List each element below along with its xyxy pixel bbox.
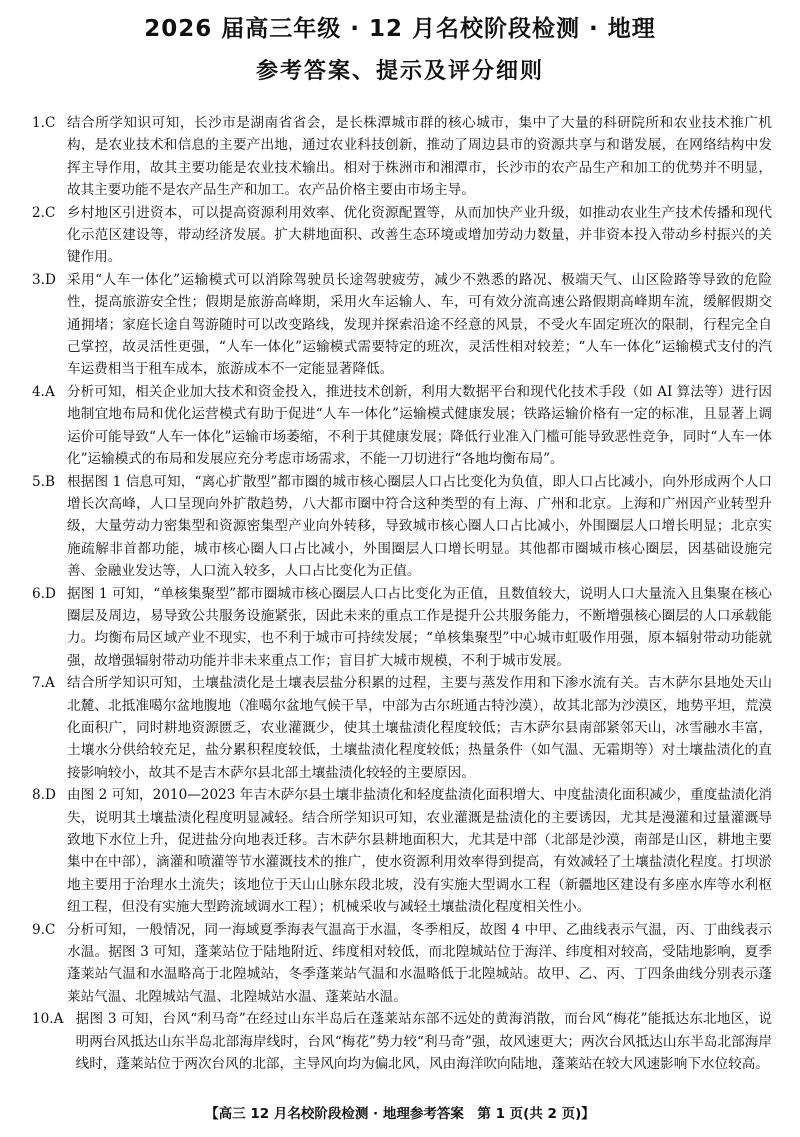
answer-choice: A xyxy=(44,675,55,692)
page-title: 2026 届高三年级 · 12 月名校阶段检测 · 地理 xyxy=(144,16,656,42)
answer-item-3 xyxy=(32,269,772,381)
answer-item-10 xyxy=(32,1008,772,1075)
answer-item-9 xyxy=(32,919,772,1009)
answer-explanation: 据图 1 可知，“单核集聚型”都市圈城市核心圈层人口占比变化为正值，且数值较大，说明人口大量流入且集聚在核心圈层及周边，易导致公共服务设施紧张，因此未来的重点工作是提升公共服务能力，不断增强核心圈层的人口承载能力。均衡布局区域产业不现实，也不利于城市可持续发展；“单核集聚型”中心城市虹吸作用强，原本辐射带动功能就强，故增强辐射带动功能并非未来重点工作；盲目扩大城市规模，不利于城市发展。 xyxy=(66,585,772,669)
page-footer: 【高三 12 月名校阶段检测 · 地理参考答案 第 1 页(共 2 页)】 xyxy=(205,1106,595,1122)
question-number: 1. xyxy=(32,115,45,131)
answer-choice: D xyxy=(44,271,56,288)
answer-choice: A xyxy=(53,1011,64,1028)
answer-item-1 xyxy=(32,112,772,202)
question-number: 2. xyxy=(32,204,45,221)
answer-explanation: 分析可知，相关企业加大技术和资金投入，推进技术创新，利用大数据平台和现代化技术手段（如 AI 算法等）进行因地制宜地布局和优化运营模式有助于促进“人车一体化”运输模式健康发展；铁路运输价格有一定的标准，且显著上调运价可能导致“人车一体化”运输市场萎缩，不利于其健康发展；降低行业准入门槛可能导致恶性竞争，同时“人车一体化”运输模式的布局和发展应充分考虑市场需求，不能一刀切进行“各地均衡布局”。 xyxy=(66,383,772,468)
answer-choice: D xyxy=(44,787,56,804)
answer-explanation: 由图 2 可知，2010—2023 年吉木萨尔县土壤非盐渍化和轻度盐渍化面积增大、中度盐渍化面积减少，重度盐渍化消失，说明其土壤盐渍化程度明显减轻。结合所学知识可知，农业灌溉是盐渍化的主要诱因，尤其是漫灌和过量灌溉导致地下水位上升，促进盐分向地表迁移。吉木萨尔县耕地面积大，尤其是中部（北部是沙漠，南部是山区，耕地主要集中在中部），滴灌和喷灌等节水灌溉技术的推广，使水资源利用效率得到提高，有效减轻了土壤盐渍化程度。打坝淤地主要用于治理水土流失；该地位于天山山脉东段北坡，没有实施大型调水工程（新疆地区建设有多座水库等水利枢纽工程，但没有实施大型跨流域调水工程）；机械采收与减轻土壤盐渍化程度相关性小。 xyxy=(66,787,772,916)
answer-choice: C xyxy=(44,115,56,131)
answer-explanation: 采用“人车一体化”运输模式可以消除驾驶员长途驾驶疲劳，减少不熟悉的路况、极端天气、山区险路等导致的危险性，提高旅游安全性；假期是旅游高峰期，采用火车运输人、车，可有效分流高速公路假期高峰期车流，缓解假期交通拥堵；家庭长途自驾游随时可以改变路线，发现并探索沿途不经意的风景，不受火车固定班次的限制，行程完全自己掌控，故灵活性更强，“人车一体化”运输模式需要特定的班次，灵活性相对较差；“人车一体化”运输模式支付的汽车运费相当于租车成本，旅游成本不一定能显著降低。 xyxy=(66,271,772,378)
answer-item-2 xyxy=(32,202,772,269)
question-number: 5. xyxy=(32,473,45,490)
answer-item-5 xyxy=(32,471,772,583)
question-number: 3. xyxy=(32,271,45,288)
question-number: 4. xyxy=(32,383,45,400)
question-number: 8. xyxy=(32,787,45,804)
page-subtitle: 参考答案、提示及评分细则 xyxy=(255,59,544,84)
answer-choice: A xyxy=(44,383,55,400)
answer-explanation: 结合所学知识可知，土壤盐渍化是土壤表层盐分积累的过程，主要与蒸发作用和下渗水流有关。吉木萨尔县地处天山北麓、北抵准噶尔盆地腹地（准噶尔盆地气候干旱，中部为古尔班通古特沙漠），故其北部为沙漠区，地势平坦，荒漠化面积广，同时耕地资源匮乏，农业灌溉少，使其土壤盐渍化程度较低；吉木萨尔县南部紧邻天山，冰雪融水丰富，土壤水分供给较充足，盐分累积程度较低，土壤盐渍化程度较低；热量条件（如气温、无霜期等）对土壤盐渍化的直接影响较小，故其不是吉木萨尔县北部土壤盐渍化较轻的主要原因。 xyxy=(66,675,772,781)
answer-choice: C xyxy=(44,921,56,938)
answer-item-6 xyxy=(32,583,772,673)
answer-item-8 xyxy=(32,784,772,918)
answer-explanation: 据图 3 可知，台风“利马奇”在经过山东半岛后在蓬莱站东部不远处的黄海消散，而台风“梅花”能抵达东北地区，说明两台风抵达山东半岛北部海岸线时，台风“梅花”势力较“利马奇”强，故风速更大；两次台风抵达山东半岛北部海岸线时，蓬莱站位于两次台风的北部，主导风向均为偏北风，风由海洋吹向陆地，蓬莱站在较大风速影响下水位较高。 xyxy=(75,1011,772,1073)
question-number: 7. xyxy=(32,675,45,692)
answer-item-7 xyxy=(32,672,772,784)
answer-explanation: 根据图 1 信息可知，“离心扩散型”都市圈的城市核心圈层人口占比变化为负值，即人口占比减小，向外形成两个人口增长次高峰，人口呈现向外扩散趋势，八大都市圈中符合这种类型的有上海、广州和北京。上海和广州因产业转型升级，大量劳动力密集型和资源密集型产业向外转移，导致城市核心圈人口占比减小，外围圈层人口增长明显；北京实施疏解非首都功能，城市核心圈人口占比减小，外围圈层人口增长明显。其他都市圈城市核心圈层，因基础设施完善、金融业发达等，人口流入较多，人口占比变化为正值。 xyxy=(66,473,772,580)
answer-list xyxy=(32,112,772,1075)
question-number: 10. xyxy=(32,1011,54,1028)
answer-explanation: 分析可知，一般情况，同一海域夏季海表气温高于水温，冬季相反，故图 4 中甲、乙曲线表示气温，丙、丁曲线表示水温。据图 3 可知，蓬莱站位于陆地附近、纬度相对较低，而北隍城站位于海洋、纬度相对较高，受陆地影响，夏季蓬莱站气温和水温略高于北隍城站，冬季蓬莱站气温和水温略低于北隍城站。故甲、乙、丙、丁四条曲线分别表示蓬莱站气温、北隍城站气温、北隍城站水温、蓬莱站水温。 xyxy=(66,921,772,1005)
answer-item-4 xyxy=(32,381,772,471)
question-number: 6. xyxy=(32,585,45,602)
answer-choice: C xyxy=(44,204,56,221)
answer-explanation: 乡村地区引进资本，可以提高资源利用效率、优化资源配置等，从而加快产业升级，如推动农业生产技术传播和现代化示范区建设等，带动经济发展。扩大耕地面积、改善生态环境或增加劳动力数量，并非资本投入带动乡村振兴的关键作用。 xyxy=(66,204,772,266)
answer-choice: D xyxy=(44,585,56,602)
answer-choice: B xyxy=(44,473,55,490)
answer-explanation: 结合所学知识可知，长沙市是湖南省省会，是长株潭城市群的核心城市，集中了大量的科研院所和农业技术推广机构，是农业技术和信息的主要产出地，通过农业科技创新，推动了周边县市的资源共享与和谐发展，在网络结构中发挥主导作用，故其主要功能是农业技术输出。相对于株洲市和湘潭市，长沙市的农产品生产和加工的优势并不明显，故其主要功能不是农产品生产和加工。农产品价格主要由市场主导。 xyxy=(66,115,772,199)
question-number: 9. xyxy=(32,921,45,938)
